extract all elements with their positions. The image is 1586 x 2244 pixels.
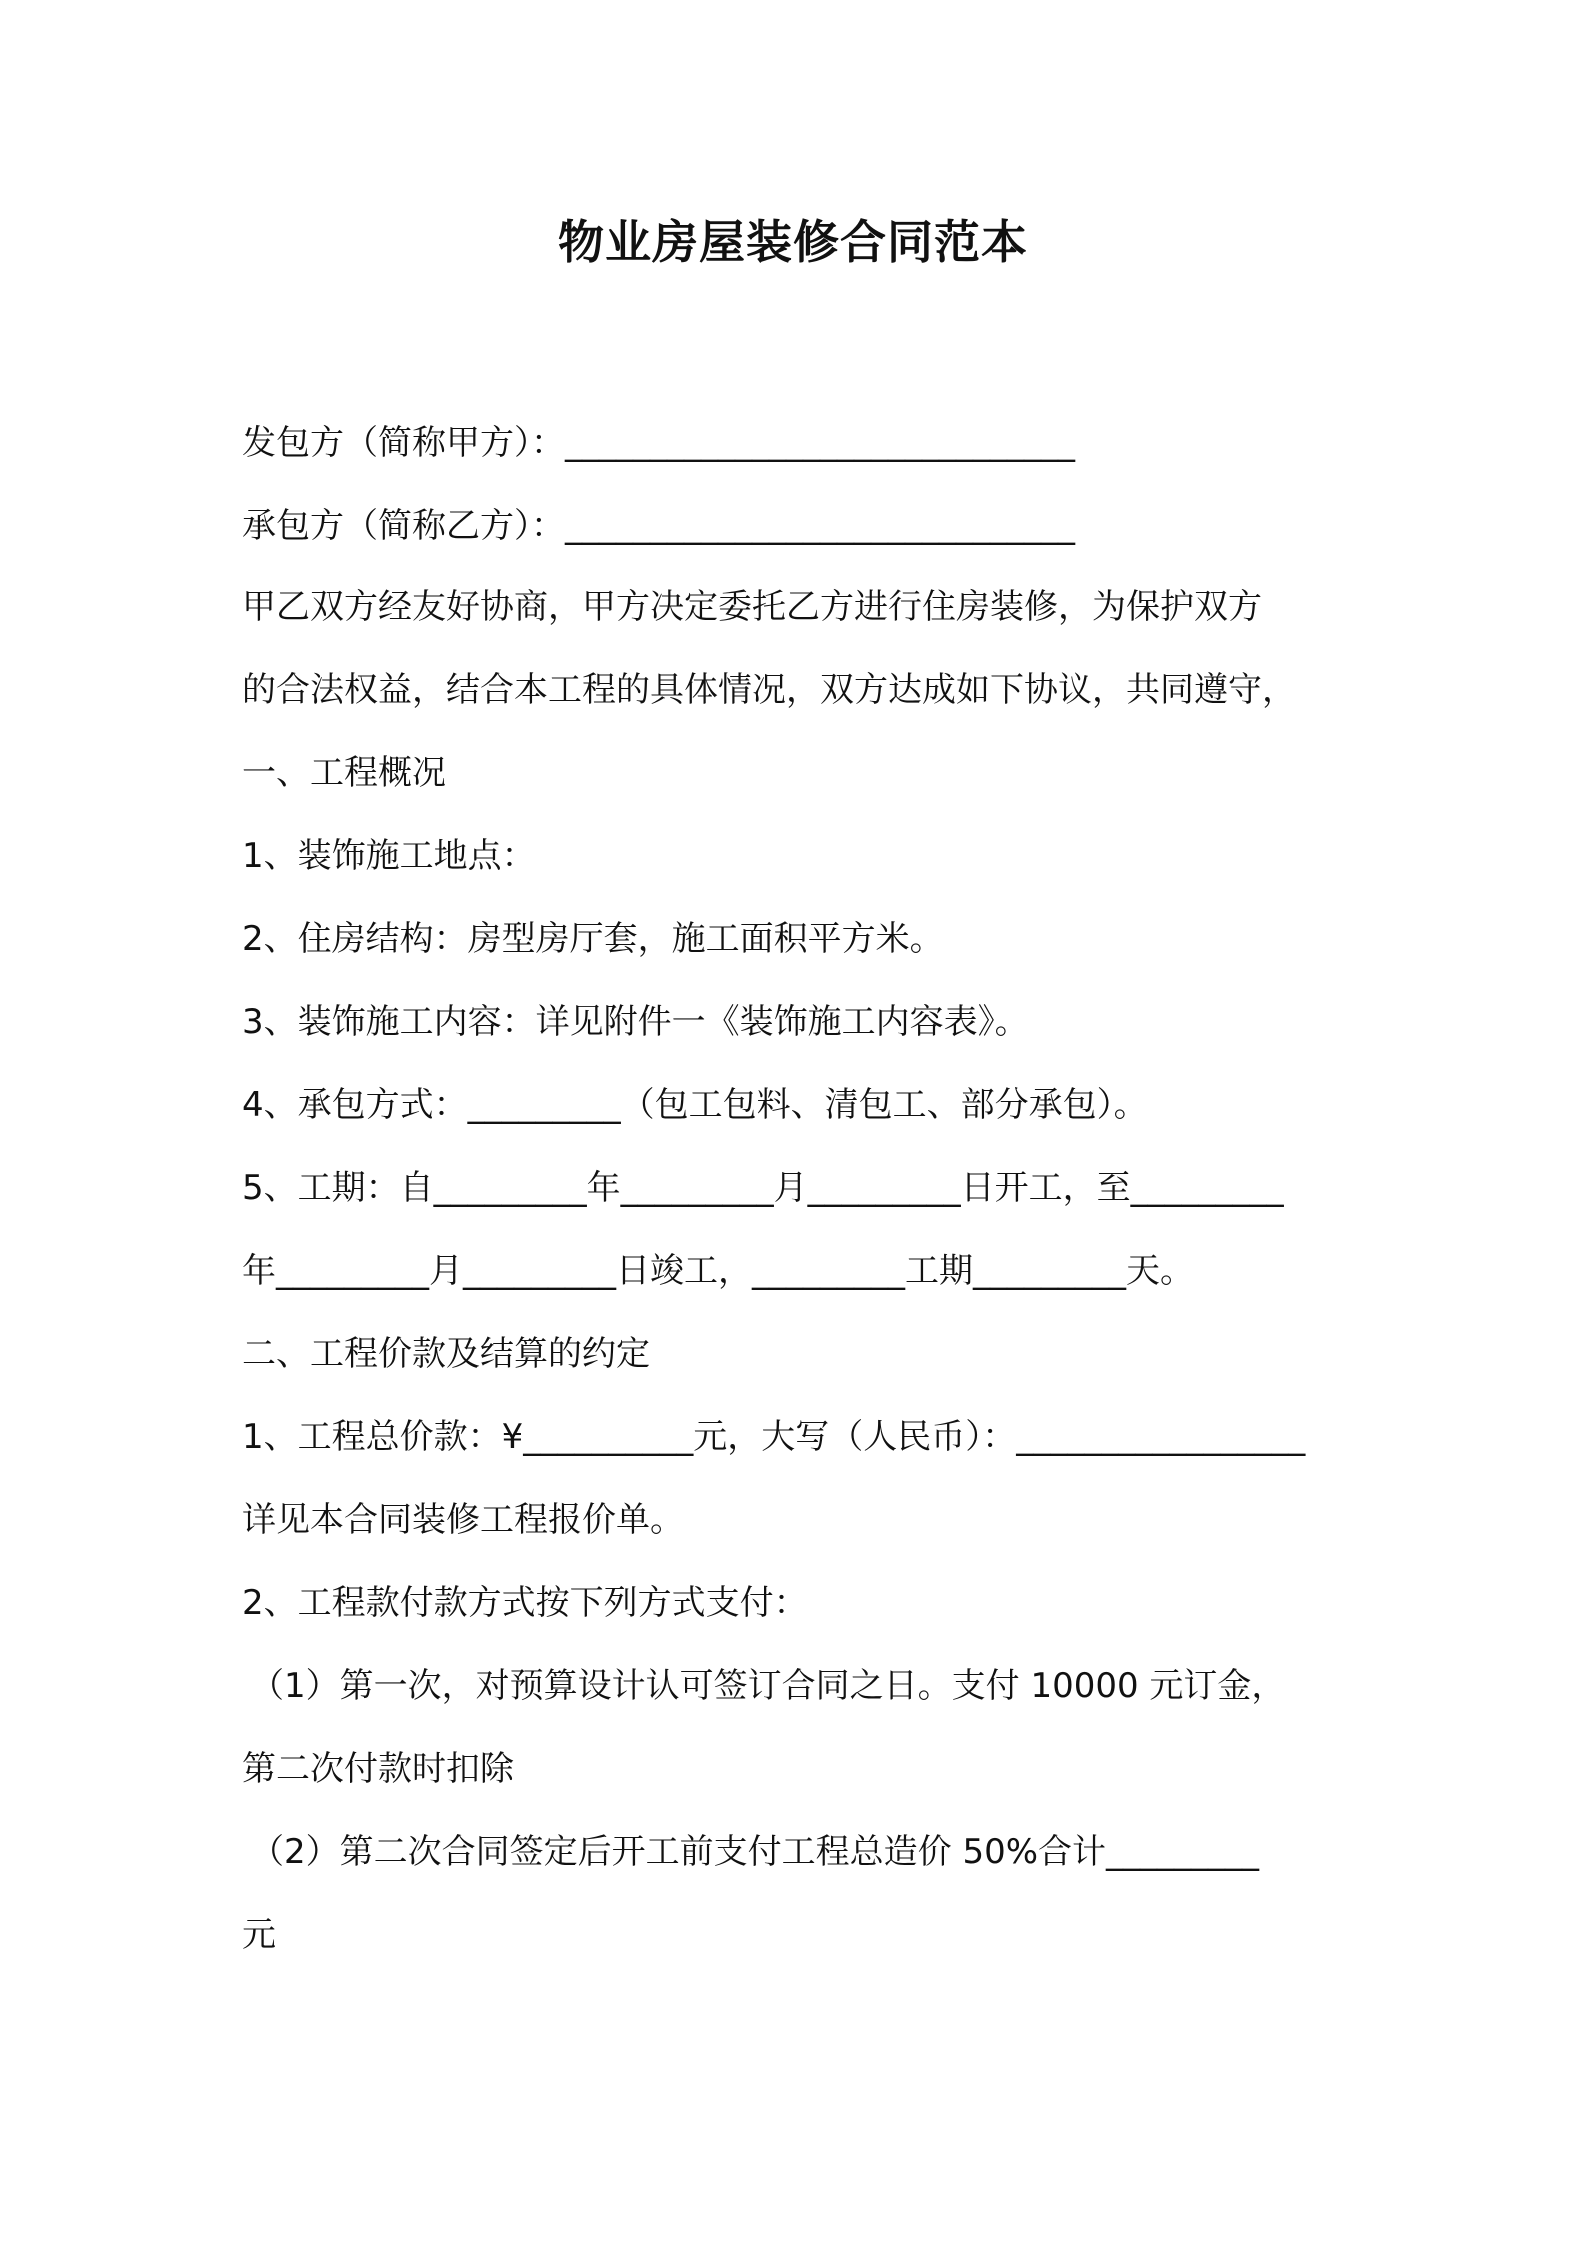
clause-1-location: 1、装饰施工地点：: [242, 836, 536, 876]
price-clause-line-2: 详见本合同装修工程报价单。: [242, 1500, 684, 1540]
section-heading-1: 一、工程概况: [242, 753, 446, 793]
party-a-line: 发包方（简称甲方）：______________________________: [242, 423, 1075, 463]
clause-3-content: 3、装饰施工内容：详见附件一《装饰施工内容表》。: [242, 1002, 1029, 1042]
section-heading-2: 二、工程价款及结算的约定: [242, 1334, 650, 1374]
clause-4-contract-method: 4、承包方式：_________（包工包料、清包工、部分承包）。: [242, 1085, 1148, 1125]
intro-paragraph-line-2: 的合法权益，结合本工程的具体情况，双方达成如下协议，共同遵守，: [242, 670, 1296, 710]
clause-2-structure: 2、住房结构：房型房厅套，施工面积平方米。: [242, 919, 944, 959]
intro-paragraph-line-1: 甲乙双方经友好协商，甲方决定委托乙方进行住房装修，为保护双方: [242, 587, 1262, 627]
clause-5-schedule-line-2: 年_________月_________日竣工，_________工期_________天。: [242, 1251, 1194, 1291]
payment-item-1-line-1: （1）第一次，对预算设计认可签订合同之日。支付 10000 元订金，: [250, 1666, 1286, 1706]
document-title: 物业房屋装修合同范本: [558, 215, 1028, 269]
payment-item-2-line-2: 元: [242, 1915, 276, 1955]
payment-method-clause: 2、工程款付款方式按下列方式支付：: [242, 1583, 808, 1623]
party-b-line: 承包方（简称乙方）：______________________________: [242, 506, 1075, 546]
payment-item-1-line-2: 第二次付款时扣除: [242, 1749, 514, 1789]
payment-item-2-line-1: （2）第二次合同签定后开工前支付工程总造价 50%合计_________: [250, 1832, 1260, 1872]
price-clause-line-1: 1、工程总价款：¥__________元，大写（人民币）：_________________: [242, 1417, 1306, 1457]
clause-5-schedule-line-1: 5、工期：自_________年_________月_________日开工，至_________: [242, 1168, 1284, 1208]
